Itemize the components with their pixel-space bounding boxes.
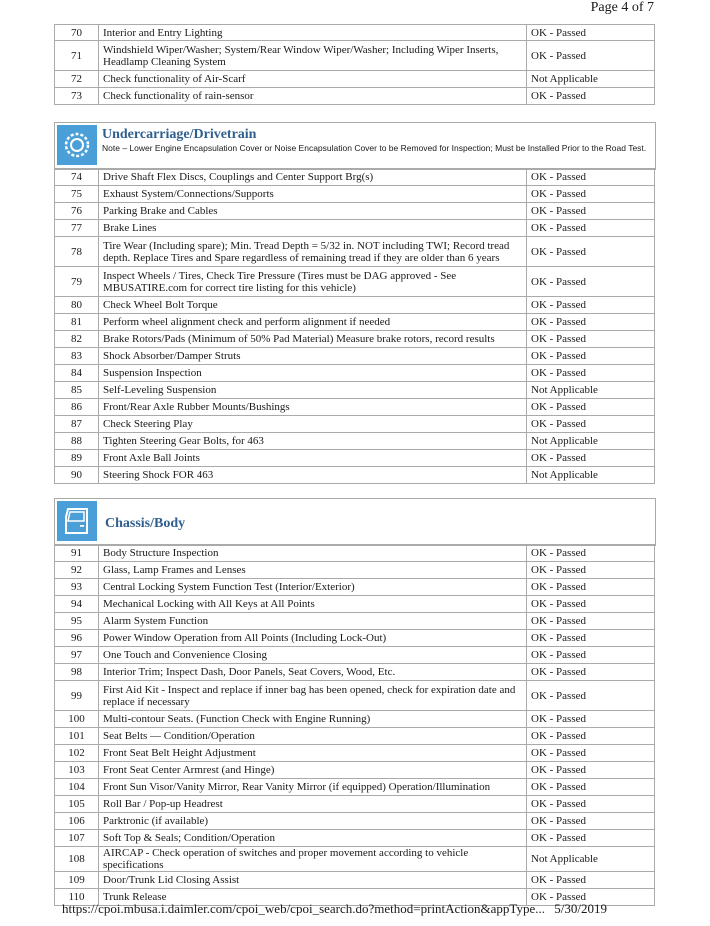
page-number: Page 4 of 7 [590,0,654,15]
item-status: OK - Passed [527,450,655,467]
table-row [55,186,655,203]
item-description: First Aid Kit - Inspect and replace if inner bag has been opened, check for expiration date and replace if necessary [99,681,527,711]
item-description: Interior Trim; Inspect Dash, Door Panels, Seat Covers, Wood, Etc. [99,664,527,681]
item-number: 95 [55,613,99,630]
item-number: 72 [55,71,99,88]
table-row [55,267,655,297]
item-status: OK - Passed [527,872,655,889]
table-row [55,399,655,416]
item-number: 100 [55,711,99,728]
table-row [55,813,655,830]
item-status: OK - Passed [527,399,655,416]
item-number: 70 [55,25,99,41]
table-row [55,433,655,450]
item-number: 90 [55,467,99,484]
item-number: 101 [55,728,99,745]
table-row [55,728,655,745]
checklist-table-chassis [54,544,655,906]
table-row [55,382,655,399]
table-row [55,416,655,433]
item-number: 96 [55,630,99,647]
item-description: Windshield Wiper/Washer; System/Rear Window Wiper/Washer; Including Wiper Inserts, Headlamp Cleaning System [99,41,527,71]
table-row [55,762,655,779]
item-number: 106 [55,813,99,830]
item-number: 93 [55,579,99,596]
item-number: 102 [55,745,99,762]
table-row [55,779,655,796]
item-number: 80 [55,297,99,314]
table-row [55,681,655,711]
item-status: Not Applicable [527,71,655,88]
table-row [55,613,655,630]
item-number: 91 [55,545,99,562]
item-status: OK - Passed [527,416,655,433]
table-row [55,796,655,813]
item-description: One Touch and Convenience Closing [99,647,527,664]
item-description: Central Locking System Function Test (Interior/Exterior) [99,579,527,596]
item-number: 109 [55,872,99,889]
footer-date: 5/30/2019 [554,901,607,916]
gear-icon [57,125,97,165]
item-number: 75 [55,186,99,203]
item-number: 74 [55,169,99,186]
table-row [55,297,655,314]
item-status: OK - Passed [527,630,655,647]
item-status: Not Applicable [527,847,655,872]
section-header-undercarriage [54,122,656,170]
item-number: 104 [55,779,99,796]
item-status: OK - Passed [527,664,655,681]
item-description: Front/Rear Axle Rubber Mounts/Bushings [99,399,527,416]
table-row [55,467,655,484]
table-row [55,237,655,267]
item-number: 73 [55,88,99,105]
item-description: Mechanical Locking with All Keys at All Points [99,596,527,613]
item-number: 110 [55,889,99,906]
item-number: 89 [55,450,99,467]
table-row [55,41,655,71]
item-description: Interior and Entry Lighting [99,25,527,41]
item-description: Drive Shaft Flex Discs, Couplings and Center Support Brg(s) [99,169,527,186]
item-description: Roll Bar / Pop-up Headrest [99,796,527,813]
item-status: OK - Passed [527,745,655,762]
item-number: 99 [55,681,99,711]
item-description: Power Window Operation from All Points (Including Lock-Out) [99,630,527,647]
table-row [55,872,655,889]
item-status: OK - Passed [527,711,655,728]
item-number: 77 [55,220,99,237]
item-number: 76 [55,203,99,220]
section-title: Chassis/Body [105,516,186,531]
item-number: 105 [55,796,99,813]
item-number: 86 [55,399,99,416]
item-status: OK - Passed [527,830,655,847]
item-description: Perform wheel alignment check and perform alignment if needed [99,314,527,331]
item-status: OK - Passed [527,237,655,267]
item-description: Soft Top & Seals; Condition/Operation [99,830,527,847]
item-description: Alarm System Function [99,613,527,630]
item-description: Front Axle Ball Joints [99,450,527,467]
item-number: 84 [55,365,99,382]
item-status: OK - Passed [527,169,655,186]
table-row [55,365,655,382]
item-number: 78 [55,237,99,267]
item-status: OK - Passed [527,681,655,711]
item-number: 92 [55,562,99,579]
table-row [55,348,655,365]
item-status: OK - Passed [527,813,655,830]
item-description: Front Seat Belt Height Adjustment [99,745,527,762]
item-description: Door/Trunk Lid Closing Assist [99,872,527,889]
table-row [55,647,655,664]
item-description: Front Seat Center Armrest (and Hinge) [99,762,527,779]
item-status: Not Applicable [527,382,655,399]
checklist-table-top [54,24,655,105]
item-description: Exhaust System/Connections/Supports [99,186,527,203]
section-title: Undercarriage/Drivetrain [102,127,257,142]
item-description: Seat Belts — Condition/Operation [99,728,527,745]
item-description: Multi-contour Seats. (Function Check with Engine Running) [99,711,527,728]
table-row [55,745,655,762]
table-row [55,314,655,331]
item-number: 85 [55,382,99,399]
footer-url: https://cpoi.mbusa.i.daimler.com/cpoi_web/cpoi_search.do?method=printAction&appType... [62,901,545,916]
page-footer [62,901,607,917]
item-description: Brake Lines [99,220,527,237]
item-status: OK - Passed [527,186,655,203]
item-description: AIRCAP - Check operation of switches and proper movement according to vehicle specifications [99,847,527,872]
item-status: OK - Passed [527,41,655,71]
item-description: Glass, Lamp Frames and Lenses [99,562,527,579]
item-status: OK - Passed [527,613,655,630]
item-number: 71 [55,41,99,71]
table-row [55,88,655,105]
item-description: Suspension Inspection [99,365,527,382]
item-status: OK - Passed [527,579,655,596]
item-status: OK - Passed [527,796,655,813]
item-number: 98 [55,664,99,681]
table-row [55,579,655,596]
item-status: OK - Passed [527,297,655,314]
item-status: OK - Passed [527,545,655,562]
table-row [55,596,655,613]
item-description: Self-Leveling Suspension [99,382,527,399]
item-status: OK - Passed [527,267,655,297]
item-status: OK - Passed [527,728,655,745]
item-description: Check functionality of rain-sensor [99,88,527,105]
item-status: OK - Passed [527,203,655,220]
item-description: Check Steering Play [99,416,527,433]
item-description: Trunk Release [99,889,527,906]
item-description: Steering Shock FOR 463 [99,467,527,484]
table-row [55,562,655,579]
table-row [55,847,655,872]
table-row [55,331,655,348]
item-number: 83 [55,348,99,365]
item-status: OK - Passed [527,596,655,613]
table-row [55,545,655,562]
item-status: OK - Passed [527,647,655,664]
item-status: Not Applicable [527,433,655,450]
table-row [55,630,655,647]
item-description: Tighten Steering Gear Bolts, for 463 [99,433,527,450]
item-number: 79 [55,267,99,297]
item-description: Inspect Wheels / Tires, Check Tire Pressure (Tires must be DAG approved - See MBUSATIRE.com for correct tire listing for this vehicle) [99,267,527,297]
table-row [55,220,655,237]
table-row [55,830,655,847]
section-note: Note – Lower Engine Encapsulation Cover or Noise Encapsulation Cover to be Removed for Inspection; Must be Installed Prior to the Road Test. [102,143,647,153]
item-status: Not Applicable [527,467,655,484]
item-number: 82 [55,331,99,348]
item-description: Brake Rotors/Pads (Minimum of 50% Pad Material) Measure brake rotors, record results [99,331,527,348]
checklist-table-undercarriage [54,168,655,484]
item-status: OK - Passed [527,889,655,906]
item-description: Parking Brake and Cables [99,203,527,220]
item-number: 107 [55,830,99,847]
table-row [55,203,655,220]
item-number: 88 [55,433,99,450]
item-status: OK - Passed [527,762,655,779]
item-description: Tire Wear (Including spare); Min. Tread Depth = 5/32 in. NOT including TWI; Record tread depth. Replace Tires and Spare regardless of remaining tread if they are older than 6 years [99,237,527,267]
item-status: OK - Passed [527,220,655,237]
item-description: Body Structure Inspection [99,545,527,562]
item-status: OK - Passed [527,348,655,365]
item-description: Front Sun Visor/Vanity Mirror, Rear Vanity Mirror (if equipped) Operation/Illumination [99,779,527,796]
item-number: 103 [55,762,99,779]
item-status: OK - Passed [527,88,655,105]
item-number: 108 [55,847,99,872]
item-number: 81 [55,314,99,331]
item-number: 97 [55,647,99,664]
door-icon [57,501,97,541]
table-row [55,25,655,41]
item-number: 87 [55,416,99,433]
item-status: OK - Passed [527,331,655,348]
table-row [55,450,655,467]
item-status: OK - Passed [527,779,655,796]
table-row [55,664,655,681]
table-row [55,169,655,186]
item-description: Check Wheel Bolt Torque [99,297,527,314]
item-status: OK - Passed [527,562,655,579]
section-header-chassis [54,498,656,546]
table-row [55,711,655,728]
table-row [55,71,655,88]
item-description: Shock Absorber/Damper Struts [99,348,527,365]
item-status: OK - Passed [527,25,655,41]
item-description: Parktronic (if available) [99,813,527,830]
item-status: OK - Passed [527,314,655,331]
item-status: OK - Passed [527,365,655,382]
item-description: Check functionality of Air-Scarf [99,71,527,88]
item-number: 94 [55,596,99,613]
